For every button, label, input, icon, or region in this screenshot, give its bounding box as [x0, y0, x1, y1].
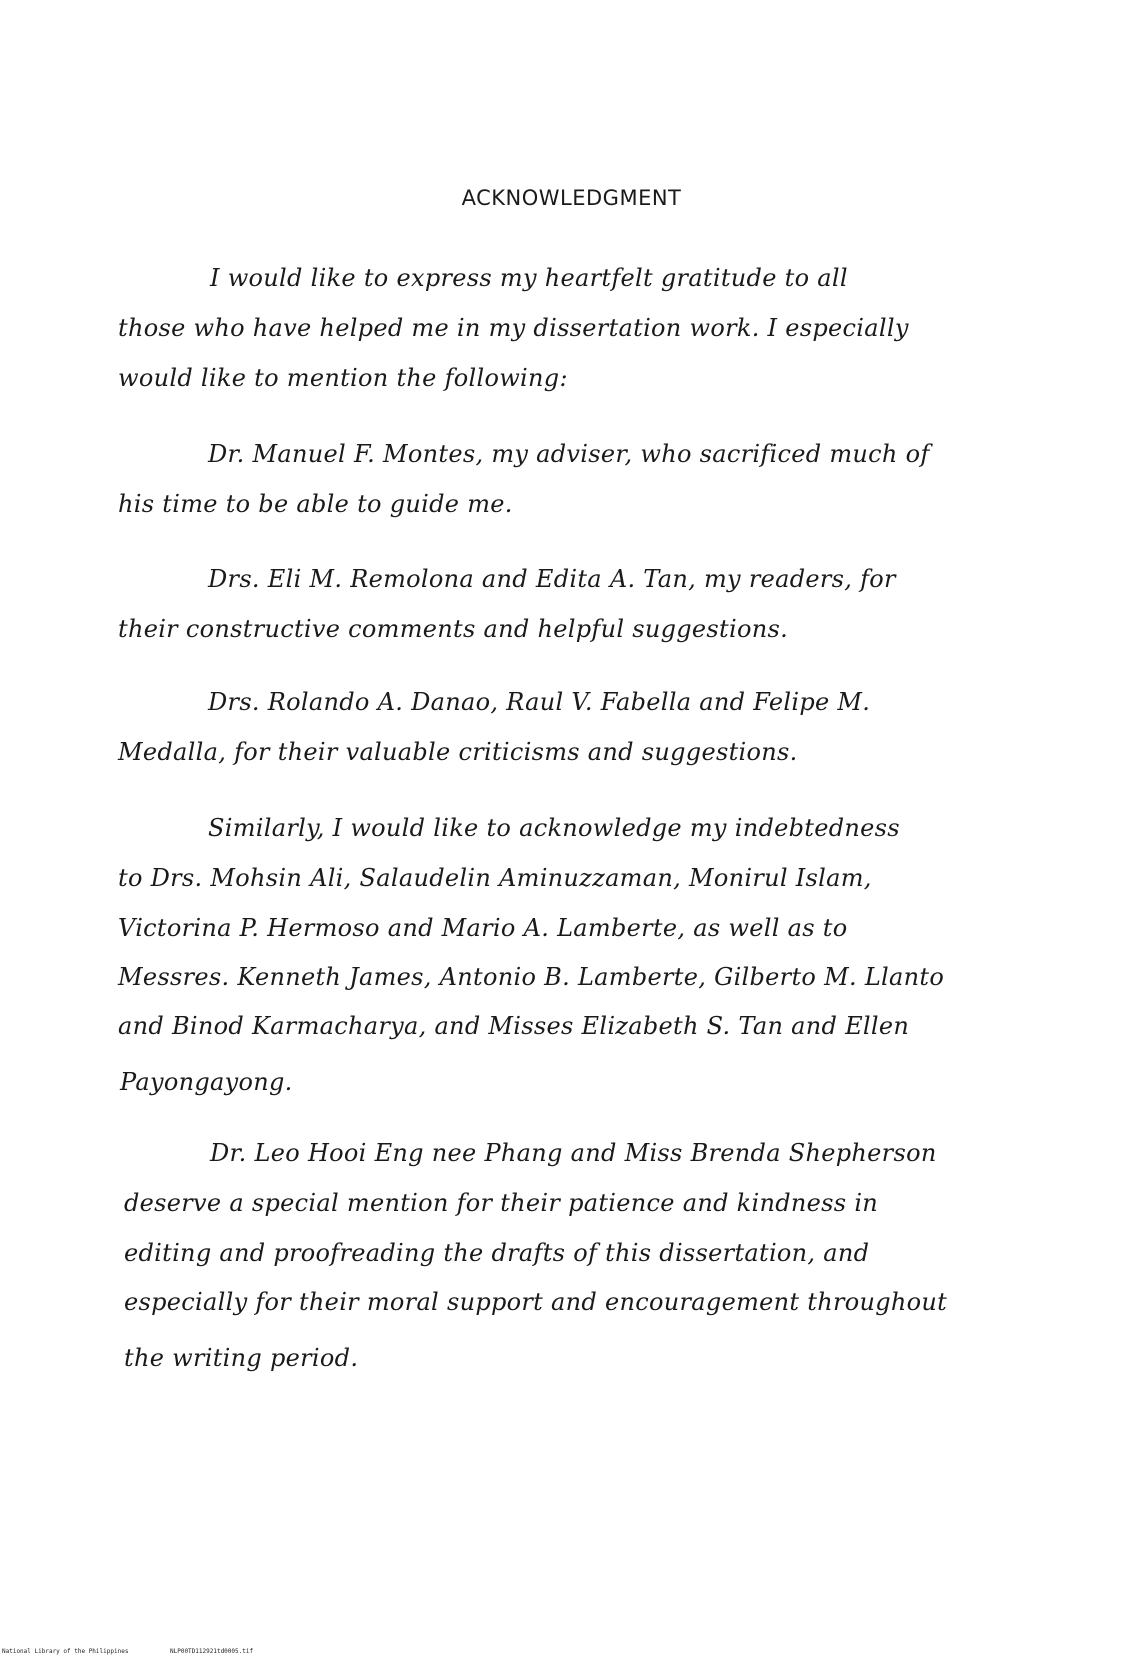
- paragraph-5-line-5: and Binod Karmacharya, and Misses Elizabeth S. Tan and Ellen: [118, 1012, 910, 1040]
- footer-file-label: NLP00TD112921td0005.tif: [170, 1648, 254, 1655]
- paragraph-1-line-3: would like to mention the following:: [118, 364, 568, 392]
- paragraph-3-line-1: Drs. Eli M. Remolona and Edita A. Tan, my readers, for: [208, 565, 896, 593]
- paragraph-2-line-2: his time to be able to guide me.: [118, 490, 513, 518]
- paragraph-6-line-2: deserve a special mention for their patience and kindness in: [124, 1189, 879, 1217]
- paragraph-5-line-2: to Drs. Mohsin Ali, Salaudelin Aminuzzaman, Monirul Islam,: [118, 864, 872, 892]
- paragraph-5-line-6: Payongayong.: [120, 1068, 293, 1096]
- paragraph-2-line-1: Dr. Manuel F. Montes, my adviser, who sacrificed much of: [208, 440, 930, 468]
- paragraph-5-line-3: Victorina P. Hermoso and Mario A. Lamberte, as well as to: [118, 914, 848, 942]
- paragraph-1-line-1: I would like to express my heartfelt gratitude to all: [210, 264, 848, 292]
- paragraph-3-line-2: their constructive comments and helpful suggestions.: [118, 615, 789, 643]
- paragraph-5-line-4: Messres. Kenneth James, Antonio B. Lamberte, Gilberto M. Llanto: [118, 963, 945, 991]
- paragraph-6-line-3: editing and proofreading the drafts of this dissertation, and: [124, 1239, 870, 1267]
- paragraph-4-line-1: Drs. Rolando A. Danao, Raul V. Fabella and Felipe M.: [208, 688, 871, 716]
- paragraph-5-line-1: Similarly, I would like to acknowledge my indebtedness: [208, 814, 900, 842]
- paragraph-6-line-4: especially for their moral support and encouragement throughout: [124, 1288, 948, 1316]
- paragraph-4-line-2: Medalla, for their valuable criticisms and suggestions.: [118, 738, 798, 766]
- paragraph-6-line-5: the writing period.: [124, 1344, 359, 1372]
- page-title: ACKNOWLEDGMENT: [461, 186, 682, 210]
- paragraph-6-line-1: Dr. Leo Hooi Eng nee Phang and Miss Brenda Shepherson: [210, 1139, 937, 1167]
- footer-source-label: National Library of the Philippines: [2, 1648, 129, 1655]
- paragraph-1-line-2: those who have helped me in my dissertation work. I especially: [118, 314, 909, 342]
